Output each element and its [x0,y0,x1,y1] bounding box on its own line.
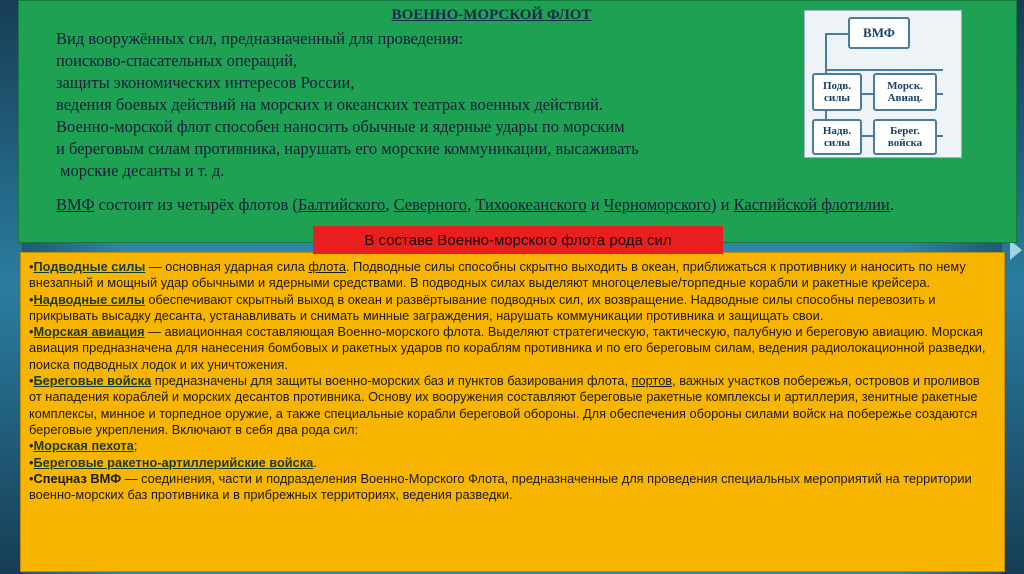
item-text: — авиационная составляющая Военно-морского флота. Выделяют стратегическую, тактическую, палубную и береговую авиацию. Морская авиация предназначена для нанесения бомбовых и ракетных ударов по кораблям противника и по его береговым силам, ведения радиолокационной разведки, поиска подводных лодок и их уничтожения. [29,324,986,372]
separator: , [467,195,472,214]
item-text: . Подводные силы способны скрытно выходить в океан, приближаться к противнику и наносить по нему внезапный и мощный удар обычными и ядерными средствами. В подводных силах выделяют многоцелевые/торпедные корабли и ракетные крейсера. [29,259,966,291]
vmf-link[interactable]: ВМФ [56,195,95,214]
list-item [29,471,994,504]
separator: , [385,195,390,214]
diagram-line [825,69,943,71]
page-title: ВОЕННО-МОРСКОЙ ФЛОТ [391,7,592,23]
conjunction: и [590,195,600,214]
fleets-paragraph [56,194,1006,216]
bullet: • [29,470,34,486]
intro-line: ведения боевых действий на морских и океанских театрах военных действий. [56,95,603,114]
item-text: предназначены для защиты военно-морских баз и пунктов базирования флота, [151,373,632,389]
diagram-box-submarine: Подв. силы [812,73,862,111]
structure-diagram [804,10,962,158]
bullet: • [29,291,34,307]
diagram-line [825,33,849,35]
diagram-box-aviation: Морск. Авиац. [873,73,937,111]
intro-line: морские десанты и т. д. [60,161,225,180]
list-item [29,438,994,454]
bullet: • [29,454,34,470]
list-item [29,292,994,325]
item-text: — соединения, части и подразделения Военно-Морского Флота, предназначенные для проведения специальных мероприятий на территории военно-морских баз противника и в прибрежных территориях, ведения разведки. [29,470,972,503]
bullet: • [29,438,34,454]
naval-aviation-link[interactable]: Морская авиация [33,324,145,340]
fleets-text: состоит из четырёх флотов ( [98,195,298,214]
coastal-troops-link[interactable]: Береговые войска [33,373,152,389]
intro-line: Вид вооружённых сил, предназначенный для проведения: [56,29,464,48]
intro-line: Военно-морской флот способен наносить обычные и ядерные удары по морским [56,117,625,136]
diagram-box-surface: Надв. силы [812,119,862,155]
bullet: • [29,373,34,389]
submarine-forces-link[interactable]: Подводные силы [33,259,146,274]
caspian-flotilla-link[interactable]: Каспийской флотилии [733,195,890,214]
list-item [29,324,994,373]
item-text: — основная ударная сила [145,259,309,274]
list-item [29,373,994,438]
special-forces-label: Спецназ ВМФ [33,470,122,486]
item-text: обеспечивают скрытный выход в океан и развёртывание подводных сил, их возвращение. Надводные силы способны перевозить и прикрывать высадку десанта, устанавливать и снимать минные заграждения, нарушать коммуникации противника и защищать свои. [29,291,936,323]
period: . [889,195,894,214]
marines-link[interactable]: Морская пехота [33,438,134,454]
northern-fleet-link[interactable]: Северного [393,195,468,214]
intro-line: защиты экономических интересов России, [56,73,355,92]
fleets-text: ) и [711,195,730,214]
forces-heading: В составе Военно-морского флота рода сил [313,226,723,254]
next-slide-arrow[interactable] [1010,240,1022,260]
diagram-root: ВМФ [848,17,910,49]
pacific-fleet-link[interactable]: Тихоокеанского [475,195,587,214]
black-sea-fleet-link[interactable]: Черноморского [603,195,712,214]
intro-line: поисково-спасательных операций, [56,51,298,70]
item-text: ; [133,438,138,454]
surface-forces-link[interactable]: Надводные силы [33,291,145,307]
list-item [29,455,994,471]
baltic-fleet-link[interactable]: Балтийского [297,195,386,214]
item-text: , важных участков побережья, островов и проливов от нападения кораблей и морских десантов противника. Основу их вооружения составляют береговые ракетные комплексы и артиллерия, зенитные ракетные комплексы, минное и торпедное оружие, а также специальные корабли береговой обороны. Для обеспечения обороны силами войск на побережье создаются береговые укрепления. Включают в себя два рода сил: [29,373,980,437]
diagram-box-coastal: Берег. войска [873,119,937,155]
ports-link[interactable]: портов [631,373,673,389]
fleet-link[interactable]: флота [308,259,346,274]
forces-panel [20,252,1005,572]
coastal-missile-troops-link[interactable]: Береговые ракетно-артиллерийские войска [33,454,314,470]
list-item [29,259,994,292]
item-text: . [313,454,317,470]
bullet: • [29,259,34,274]
bullet: • [29,324,34,340]
intro-line: и береговым силам противника, нарушать его морские коммуникации, высаживать [56,139,639,158]
forces-text [29,259,994,503]
